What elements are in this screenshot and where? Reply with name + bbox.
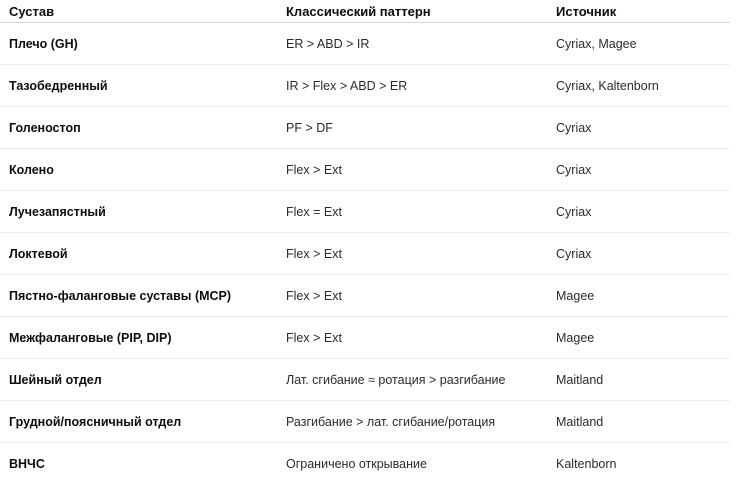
- header-pattern: Классический паттерн: [277, 0, 547, 23]
- header-source: Источник: [547, 0, 730, 23]
- joint-cell: Шейный отдел: [0, 359, 277, 401]
- source-cell: Maitland: [547, 359, 730, 401]
- joint-cell: Тазобедренный: [0, 65, 277, 107]
- table-row: [0, 359, 730, 401]
- table-row: [0, 443, 730, 484]
- table-row: [0, 149, 730, 191]
- joint-cell: Лучезапястный: [0, 191, 277, 233]
- pattern-cell: IR > Flex > ABD > ER: [277, 65, 547, 107]
- pattern-cell: Flex > Ext: [277, 275, 547, 317]
- source-cell: Magee: [547, 317, 730, 359]
- header-row: [0, 0, 730, 23]
- table-row: [0, 191, 730, 233]
- pattern-cell: Flex > Ext: [277, 149, 547, 191]
- table-row: [0, 107, 730, 149]
- source-cell: Cyriax, Magee: [547, 23, 730, 65]
- joint-cell: Межфаланговые (PIP, DIP): [0, 317, 277, 359]
- pattern-cell: Ограничено открывание: [277, 443, 547, 484]
- source-cell: Magee: [547, 275, 730, 317]
- pattern-cell: ER > ABD > IR: [277, 23, 547, 65]
- pattern-cell: Лат. сгибание ≈ ротация > разгибание: [277, 359, 547, 401]
- source-cell: Kaltenborn: [547, 443, 730, 484]
- joint-cell: Локтевой: [0, 233, 277, 275]
- source-cell: Cyriax: [547, 149, 730, 191]
- source-cell: Cyriax: [547, 191, 730, 233]
- pattern-cell: PF > DF: [277, 107, 547, 149]
- joint-cell: Пястно-фаланговые суставы (MCP): [0, 275, 277, 317]
- source-cell: Maitland: [547, 401, 730, 443]
- header-joint: Сустав: [0, 0, 277, 23]
- source-cell: Cyriax: [547, 107, 730, 149]
- joint-cell: Грудной/поясничный отдел: [0, 401, 277, 443]
- table-row: [0, 233, 730, 275]
- table-row: [0, 401, 730, 443]
- pattern-cell: Flex > Ext: [277, 233, 547, 275]
- pattern-cell: Flex > Ext: [277, 317, 547, 359]
- source-cell: Cyriax, Kaltenborn: [547, 65, 730, 107]
- joint-cell: ВНЧС: [0, 443, 277, 484]
- table-header: [0, 0, 730, 23]
- joint-cell: Голеностоп: [0, 107, 277, 149]
- table-row: [0, 275, 730, 317]
- pattern-cell: Flex = Ext: [277, 191, 547, 233]
- source-cell: Cyriax: [547, 233, 730, 275]
- pattern-cell: Разгибание > лат. сгибание/ротация: [277, 401, 547, 443]
- joint-cell: Плечо (GH): [0, 23, 277, 65]
- joint-cell: Колено: [0, 149, 277, 191]
- table-body: [0, 23, 730, 484]
- table-row: [0, 65, 730, 107]
- table-row: [0, 317, 730, 359]
- table-row: [0, 23, 730, 65]
